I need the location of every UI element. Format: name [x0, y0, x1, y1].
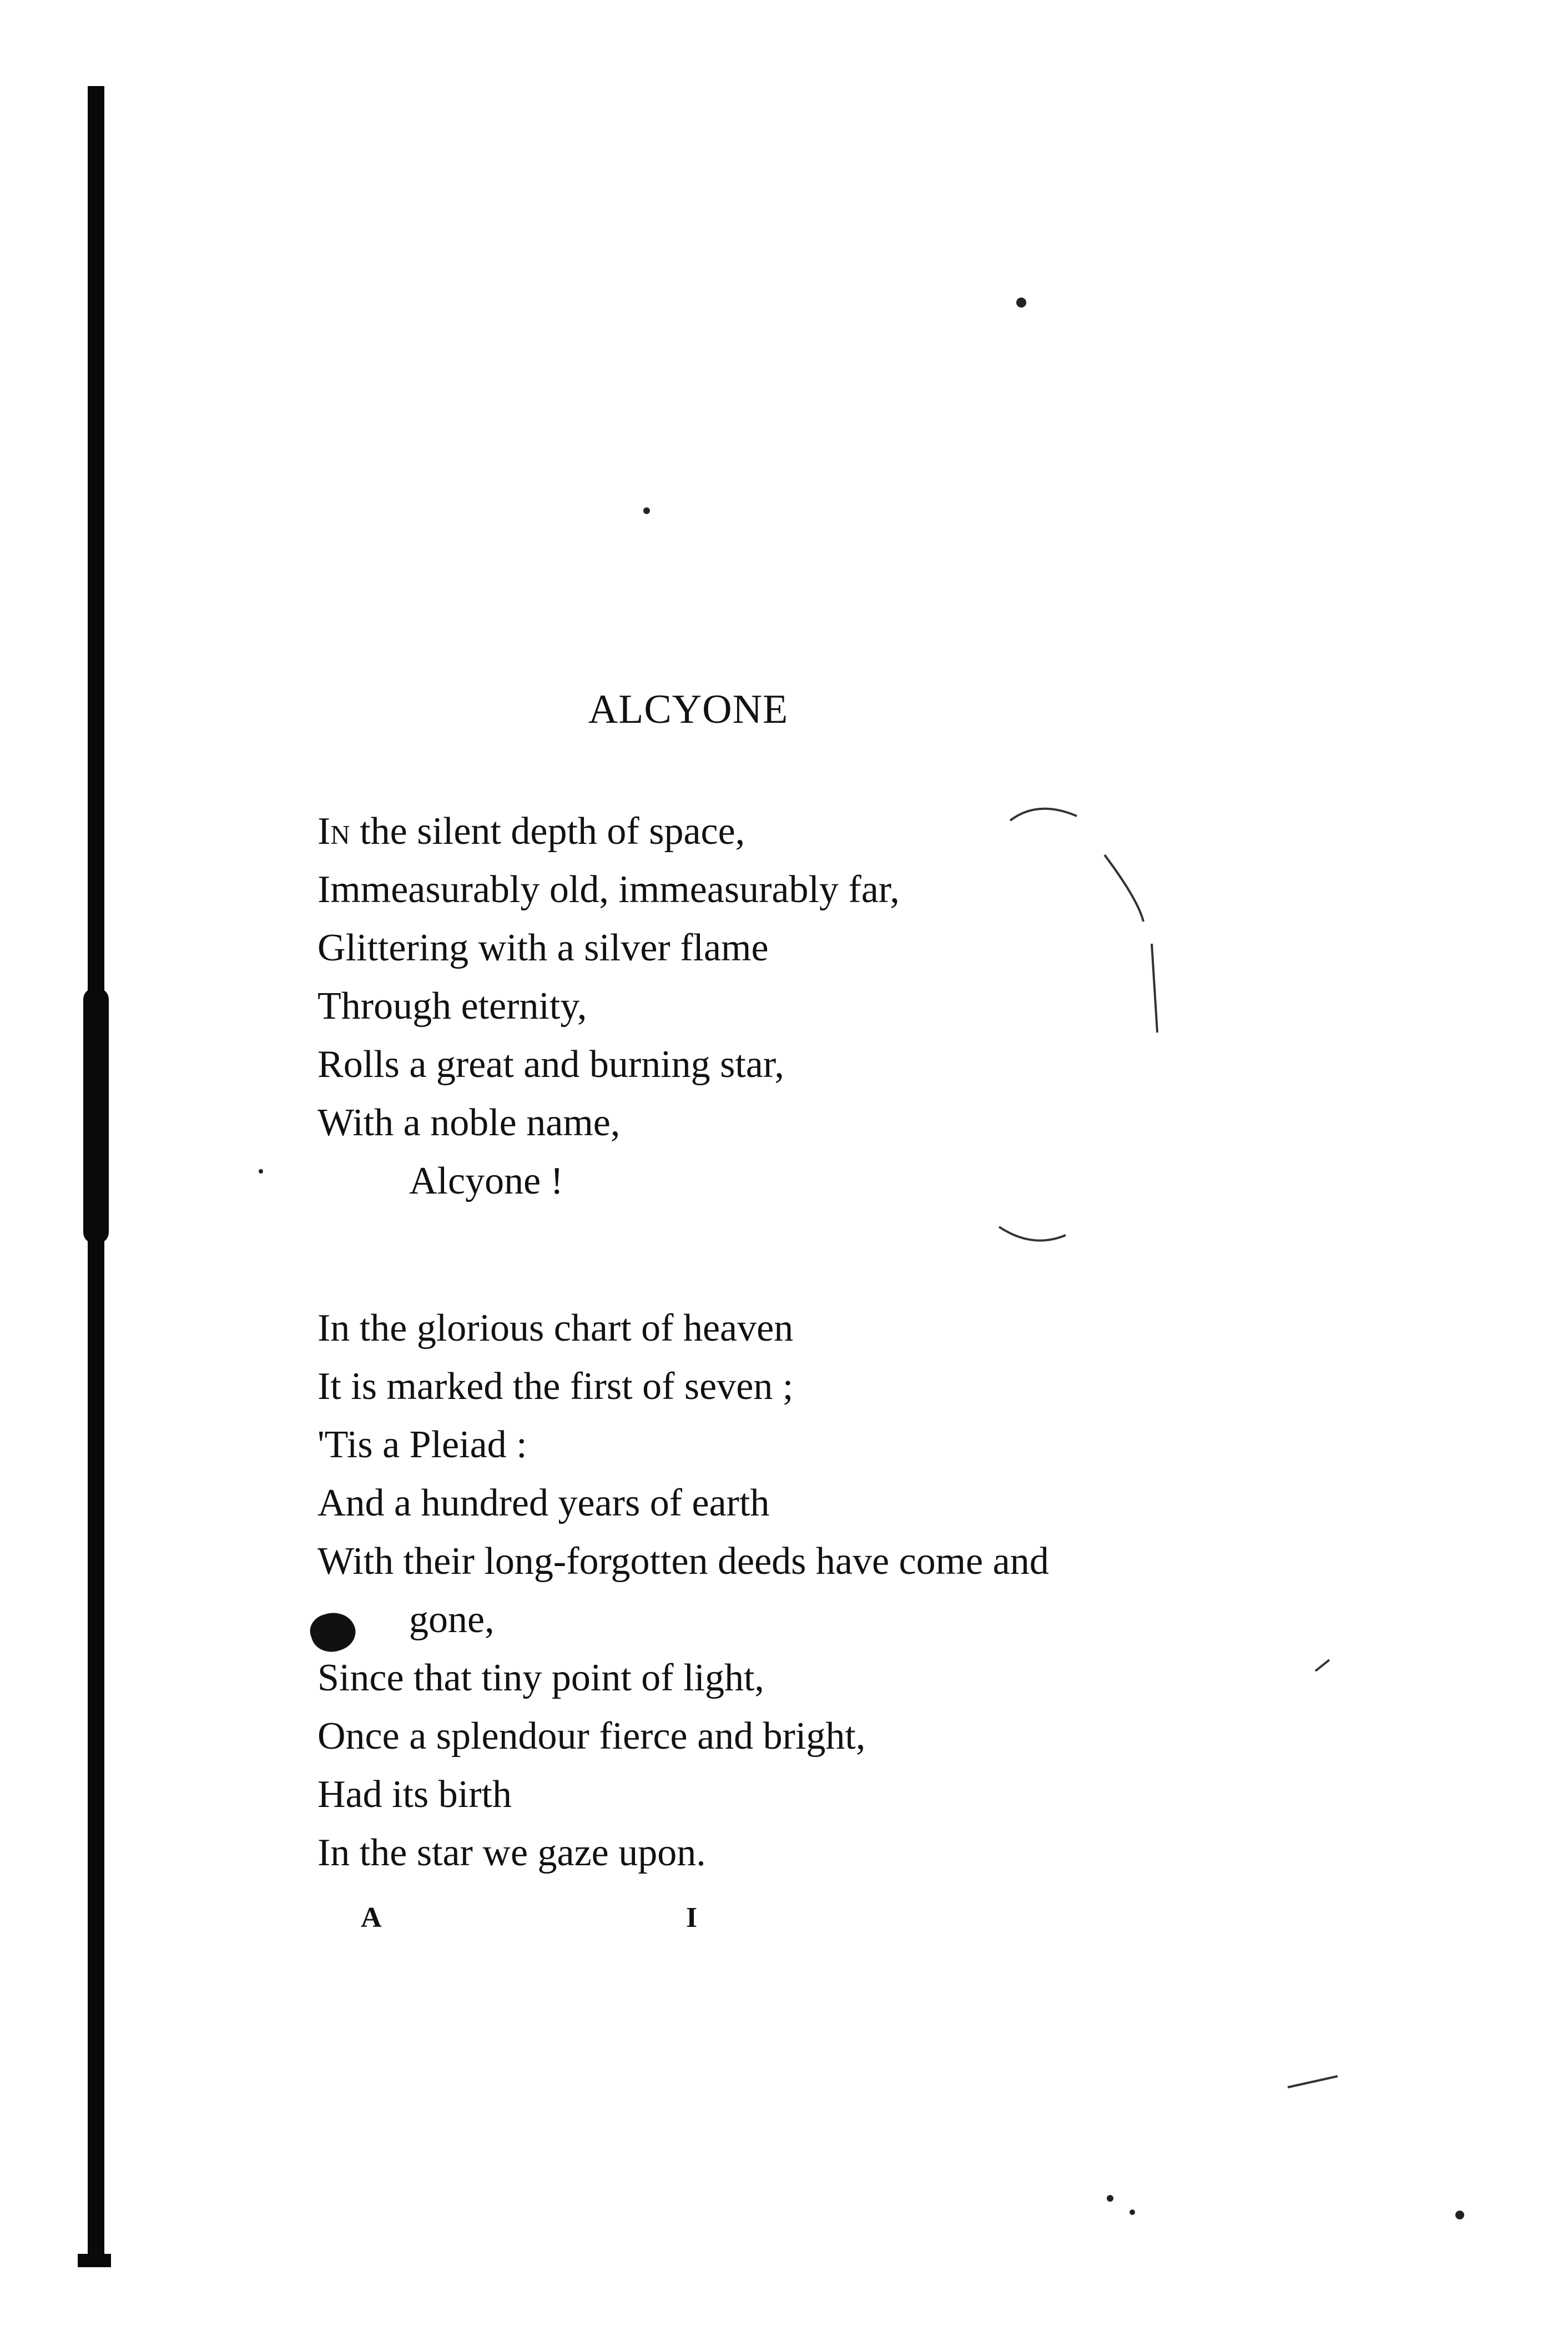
speck-line	[1288, 2076, 1338, 2087]
verse-line: Had its birth	[317, 1773, 512, 1816]
speck-arc-edge	[1152, 944, 1157, 1033]
drop-initial: In	[317, 810, 350, 853]
signature-number: I	[686, 1902, 698, 1934]
verse-line: Once a splendour fierce and bright,	[317, 1715, 866, 1758]
verse-line: Through eternity,	[317, 985, 587, 1028]
verse-line: In the glorious chart of heaven	[317, 1307, 794, 1350]
verse-line: Since that tiny point of light,	[317, 1657, 764, 1699]
poem-title: ALCYONE	[588, 687, 789, 732]
verse-line: Rolls a great and burning star,	[317, 1043, 784, 1086]
verse-line: And a hundred years of earth	[317, 1482, 770, 1524]
stanza-1	[317, 802, 900, 1210]
verse-line: 'Tis a Pleiad :	[317, 1423, 527, 1466]
verse-line	[317, 802, 900, 860]
verse-line: With their long-forgotten deeds have come and	[317, 1540, 1049, 1583]
verse-line: Immeasurably old, immeasurably far,	[317, 868, 900, 911]
signature-letter: A	[361, 1902, 382, 1934]
verse-line: Glittering with a silver flame	[317, 927, 769, 969]
verse-line: In the star we gaze upon.	[317, 1831, 706, 1874]
stanza-2	[317, 1299, 1049, 1882]
speck-arc-top	[1010, 809, 1077, 820]
speck-arc-bottom	[999, 1227, 1066, 1241]
verse-line: With a noble name,	[317, 1101, 621, 1144]
verse-line-continuation: gone,	[409, 1598, 495, 1641]
verse-line-refrain: Alcyone !	[409, 1160, 563, 1202]
speck-arc-right	[1105, 855, 1143, 922]
speck-tick	[1315, 1660, 1329, 1671]
verse-line-rest: the silent depth of space,	[350, 810, 745, 853]
verse-line: It is marked the first of seven ;	[317, 1365, 794, 1408]
